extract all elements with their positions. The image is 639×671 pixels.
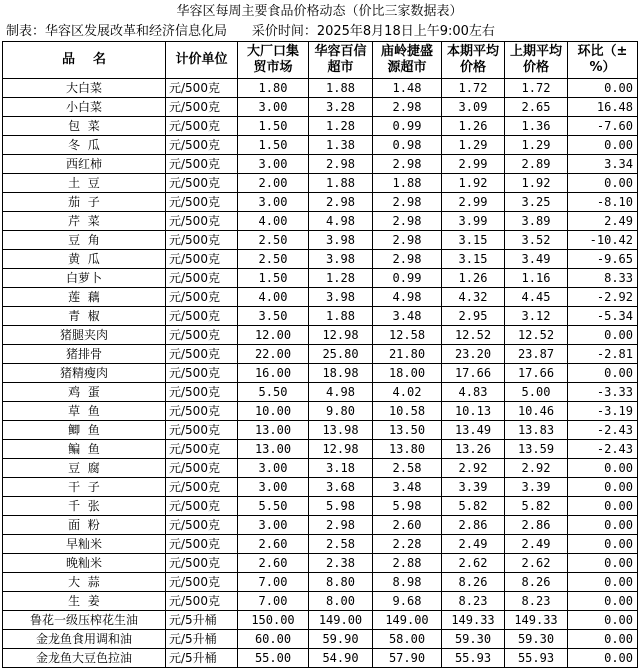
avg-this: 8.26 <box>442 573 505 592</box>
change-pct: 0.00 <box>568 459 638 478</box>
avg-last: 1.16 <box>505 269 568 288</box>
table-row <box>3 288 638 307</box>
avg-this: 12.52 <box>442 326 505 345</box>
avg-this: 1.26 <box>442 269 505 288</box>
price-market1: 3.00 <box>238 478 309 497</box>
price-market2: 9.80 <box>309 402 373 421</box>
avg-this: 4.32 <box>442 288 505 307</box>
price-market2: 12.98 <box>309 440 373 459</box>
table-row <box>3 98 638 117</box>
price-market2: 1.88 <box>309 174 373 193</box>
avg-this: 2.99 <box>442 193 505 212</box>
table-row <box>3 402 638 421</box>
table-row <box>3 155 638 174</box>
unit: 元/500克 <box>166 307 238 326</box>
price-market2: 3.98 <box>309 288 373 307</box>
unit: 元/500克 <box>166 573 238 592</box>
price-market3: 13.80 <box>373 440 442 459</box>
avg-last: 8.26 <box>505 573 568 592</box>
unit: 元/500克 <box>166 345 238 364</box>
price-market2: 13.98 <box>309 421 373 440</box>
price-market3: 3.48 <box>373 478 442 497</box>
change-pct: -8.10 <box>568 193 638 212</box>
price-market1: 2.60 <box>238 554 309 573</box>
avg-last: 2.89 <box>505 155 568 174</box>
avg-this: 2.62 <box>442 554 505 573</box>
price-market1: 3.00 <box>238 459 309 478</box>
item-name: 鳊 鱼 <box>3 440 166 459</box>
avg-last: 2.62 <box>505 554 568 573</box>
table-row <box>3 630 638 649</box>
price-market3: 2.58 <box>373 459 442 478</box>
change-pct: 0.00 <box>568 592 638 611</box>
price-market1: 2.50 <box>238 250 309 269</box>
header-market2: 华容百信超市 <box>309 42 373 79</box>
avg-last: 55.93 <box>505 649 568 668</box>
change-pct: 8.33 <box>568 269 638 288</box>
avg-last: 23.87 <box>505 345 568 364</box>
unit: 元/500克 <box>166 383 238 402</box>
avg-this: 13.49 <box>442 421 505 440</box>
unit: 元/500克 <box>166 174 238 193</box>
change-pct: -2.81 <box>568 345 638 364</box>
avg-this: 23.20 <box>442 345 505 364</box>
table-row <box>3 535 638 554</box>
item-name: 早籼米 <box>3 535 166 554</box>
avg-last: 3.89 <box>505 212 568 231</box>
price-market3: 2.60 <box>373 516 442 535</box>
price-market1: 1.50 <box>238 136 309 155</box>
change-pct: -10.42 <box>568 231 638 250</box>
unit: 元/500克 <box>166 592 238 611</box>
unit: 元/500克 <box>166 364 238 383</box>
item-name: 鲫 鱼 <box>3 421 166 440</box>
header-change: 环比（±%） <box>568 42 638 79</box>
table-row <box>3 364 638 383</box>
price-market3: 2.98 <box>373 98 442 117</box>
price-market1: 2.50 <box>238 231 309 250</box>
avg-last: 2.86 <box>505 516 568 535</box>
price-market1: 1.50 <box>238 269 309 288</box>
price-market3: 2.98 <box>373 231 442 250</box>
item-name: 生 姜 <box>3 592 166 611</box>
price-market1: 5.50 <box>238 497 309 516</box>
price-market1: 1.80 <box>238 79 309 98</box>
price-market3: 5.98 <box>373 497 442 516</box>
avg-last: 59.30 <box>505 630 568 649</box>
header-name: 品 名 <box>3 42 166 79</box>
change-pct: -2.92 <box>568 288 638 307</box>
item-name: 金龙鱼食用调和油 <box>3 630 166 649</box>
price-market1: 4.00 <box>238 212 309 231</box>
price-market1: 3.50 <box>238 307 309 326</box>
item-name: 猪腿夹肉 <box>3 326 166 345</box>
price-market3: 2.98 <box>373 212 442 231</box>
header-market1: 大厂口集贸市场 <box>238 42 309 79</box>
price-market1: 4.00 <box>238 288 309 307</box>
price-market3: 8.98 <box>373 573 442 592</box>
change-pct: 0.00 <box>568 497 638 516</box>
avg-this: 17.66 <box>442 364 505 383</box>
change-pct: -9.65 <box>568 250 638 269</box>
price-market2: 3.98 <box>309 231 373 250</box>
table-row <box>3 611 638 630</box>
avg-this: 1.29 <box>442 136 505 155</box>
table-row <box>3 421 638 440</box>
unit: 元/500克 <box>166 250 238 269</box>
price-market3: 0.98 <box>373 136 442 155</box>
price-market2: 8.80 <box>309 573 373 592</box>
change-pct: 0.00 <box>568 554 638 573</box>
unit: 元/500克 <box>166 193 238 212</box>
table-row <box>3 174 638 193</box>
price-market3: 57.90 <box>373 649 442 668</box>
table-row <box>3 497 638 516</box>
item-name: 金龙鱼大豆色拉油 <box>3 649 166 668</box>
table-row <box>3 326 638 345</box>
price-market3: 2.98 <box>373 193 442 212</box>
avg-this: 13.26 <box>442 440 505 459</box>
price-market1: 3.00 <box>238 516 309 535</box>
price-market3: 3.48 <box>373 307 442 326</box>
change-pct: 0.00 <box>568 326 638 345</box>
avg-this: 55.93 <box>442 649 505 668</box>
item-name: 西红柿 <box>3 155 166 174</box>
header-avg-last: 上期平均价格 <box>505 42 568 79</box>
price-market3: 1.48 <box>373 79 442 98</box>
avg-this: 149.33 <box>442 611 505 630</box>
price-market3: 58.00 <box>373 630 442 649</box>
price-market2: 4.98 <box>309 212 373 231</box>
avg-this: 2.99 <box>442 155 505 174</box>
change-pct: 0.00 <box>568 535 638 554</box>
avg-this: 3.15 <box>442 231 505 250</box>
avg-this: 59.30 <box>442 630 505 649</box>
change-pct: 0.00 <box>568 573 638 592</box>
item-name: 猪排骨 <box>3 345 166 364</box>
change-pct: -7.60 <box>568 117 638 136</box>
item-name: 黄 瓜 <box>3 250 166 269</box>
avg-this: 1.72 <box>442 79 505 98</box>
price-market1: 7.00 <box>238 573 309 592</box>
price-market2: 3.18 <box>309 459 373 478</box>
price-market2: 2.38 <box>309 554 373 573</box>
item-name: 芹 菜 <box>3 212 166 231</box>
unit: 元/500克 <box>166 535 238 554</box>
avg-this: 3.09 <box>442 98 505 117</box>
table-row <box>3 117 638 136</box>
price-market1: 10.00 <box>238 402 309 421</box>
item-name: 茄 子 <box>3 193 166 212</box>
item-name: 晚籼米 <box>3 554 166 573</box>
change-pct: 0.00 <box>568 364 638 383</box>
price-market3: 2.98 <box>373 155 442 174</box>
unit: 元/500克 <box>166 117 238 136</box>
price-market2: 3.68 <box>309 478 373 497</box>
avg-last: 3.25 <box>505 193 568 212</box>
avg-last: 3.39 <box>505 478 568 497</box>
change-pct: -2.43 <box>568 421 638 440</box>
change-pct: -5.34 <box>568 307 638 326</box>
price-market2: 1.28 <box>309 269 373 288</box>
table-row <box>3 440 638 459</box>
unit: 元/500克 <box>166 554 238 573</box>
price-market1: 3.00 <box>238 155 309 174</box>
change-pct: 0.00 <box>568 516 638 535</box>
item-name: 大白菜 <box>3 79 166 98</box>
avg-last: 4.45 <box>505 288 568 307</box>
price-market1: 5.50 <box>238 383 309 402</box>
header-unit: 计价单位 <box>166 42 238 79</box>
avg-last: 1.29 <box>505 136 568 155</box>
price-market1: 13.00 <box>238 440 309 459</box>
avg-last: 1.92 <box>505 174 568 193</box>
unit: 元/5升桶 <box>166 630 238 649</box>
avg-last: 1.36 <box>505 117 568 136</box>
price-market3: 2.88 <box>373 554 442 573</box>
price-market2: 25.80 <box>309 345 373 364</box>
price-market2: 2.98 <box>309 193 373 212</box>
unit: 元/500克 <box>166 497 238 516</box>
avg-last: 2.92 <box>505 459 568 478</box>
change-pct: 0.00 <box>568 478 638 497</box>
item-name: 草 鱼 <box>3 402 166 421</box>
change-pct: 2.49 <box>568 212 638 231</box>
price-market2: 1.88 <box>309 307 373 326</box>
item-name: 包 菜 <box>3 117 166 136</box>
price-market2: 8.00 <box>309 592 373 611</box>
avg-this: 3.15 <box>442 250 505 269</box>
price-market1: 7.00 <box>238 592 309 611</box>
price-market1: 3.00 <box>238 98 309 117</box>
table-row <box>3 573 638 592</box>
unit: 元/500克 <box>166 136 238 155</box>
avg-this: 4.83 <box>442 383 505 402</box>
change-pct: -3.33 <box>568 383 638 402</box>
item-name: 冬 瓜 <box>3 136 166 155</box>
item-name: 猪精瘦肉 <box>3 364 166 383</box>
unit: 元/500克 <box>166 79 238 98</box>
avg-last: 149.33 <box>505 611 568 630</box>
avg-this: 3.39 <box>442 478 505 497</box>
change-pct: 0.00 <box>568 136 638 155</box>
avg-this: 1.92 <box>442 174 505 193</box>
avg-this: 10.13 <box>442 402 505 421</box>
avg-last: 10.46 <box>505 402 568 421</box>
price-market3: 2.28 <box>373 535 442 554</box>
avg-this: 8.23 <box>442 592 505 611</box>
change-pct: 0.00 <box>568 611 638 630</box>
price-market1: 150.00 <box>238 611 309 630</box>
item-name: 小白菜 <box>3 98 166 117</box>
avg-last: 3.49 <box>505 250 568 269</box>
item-name: 大 蒜 <box>3 573 166 592</box>
unit: 元/500克 <box>166 231 238 250</box>
header-avg-this: 本期平均价格 <box>442 42 505 79</box>
price-market3: 4.02 <box>373 383 442 402</box>
table-row <box>3 592 638 611</box>
avg-last: 12.52 <box>505 326 568 345</box>
change-pct: 0.00 <box>568 630 638 649</box>
unit: 元/500克 <box>166 212 238 231</box>
avg-this: 1.26 <box>442 117 505 136</box>
price-market2: 2.98 <box>309 516 373 535</box>
unit: 元/500克 <box>166 459 238 478</box>
item-name: 青 椒 <box>3 307 166 326</box>
price-market3: 18.00 <box>373 364 442 383</box>
price-market2: 2.58 <box>309 535 373 554</box>
avg-last: 3.12 <box>505 307 568 326</box>
price-market1: 12.00 <box>238 326 309 345</box>
unit: 元/500克 <box>166 155 238 174</box>
item-name: 干 子 <box>3 478 166 497</box>
table-row <box>3 345 638 364</box>
avg-last: 5.82 <box>505 497 568 516</box>
table-row <box>3 269 638 288</box>
price-market3: 13.50 <box>373 421 442 440</box>
price-market1: 16.00 <box>238 364 309 383</box>
page-title: 华容区每周主要食品价格动态（价比三家数据表） <box>176 4 463 19</box>
avg-last: 5.00 <box>505 383 568 402</box>
price-market3: 21.80 <box>373 345 442 364</box>
change-pct: 0.00 <box>568 174 638 193</box>
unit: 元/500克 <box>166 98 238 117</box>
avg-last: 8.23 <box>505 592 568 611</box>
item-name: 鸡 蛋 <box>3 383 166 402</box>
avg-last: 1.72 <box>505 79 568 98</box>
price-market1: 1.50 <box>238 117 309 136</box>
item-name: 豆 腐 <box>3 459 166 478</box>
price-market3: 149.00 <box>373 611 442 630</box>
unit: 元/500克 <box>166 478 238 497</box>
price-market2: 4.98 <box>309 383 373 402</box>
avg-last: 2.65 <box>505 98 568 117</box>
unit: 元/500克 <box>166 440 238 459</box>
item-name: 鲁花一级压榨花生油 <box>3 611 166 630</box>
avg-last: 2.49 <box>505 535 568 554</box>
change-pct: 16.48 <box>568 98 638 117</box>
header-market3: 庙岭捷盛源超市 <box>373 42 442 79</box>
avg-this: 2.86 <box>442 516 505 535</box>
price-market1: 3.00 <box>238 193 309 212</box>
price-market1: 13.00 <box>238 421 309 440</box>
price-market2: 12.98 <box>309 326 373 345</box>
avg-last: 3.52 <box>505 231 568 250</box>
table-row <box>3 307 638 326</box>
avg-this: 2.92 <box>442 459 505 478</box>
change-pct: 3.34 <box>568 155 638 174</box>
unit: 元/500克 <box>166 421 238 440</box>
price-market2: 1.38 <box>309 136 373 155</box>
item-name: 莲 藕 <box>3 288 166 307</box>
table-row <box>3 516 638 535</box>
avg-this: 5.82 <box>442 497 505 516</box>
price-market3: 2.98 <box>373 250 442 269</box>
meta-line <box>6 22 636 42</box>
table-row <box>3 478 638 497</box>
price-market1: 60.00 <box>238 630 309 649</box>
price-market3: 1.88 <box>373 174 442 193</box>
collect-time: 采价时间：2025年8月18日上午9:00左右 <box>251 24 495 39</box>
price-market2: 3.28 <box>309 98 373 117</box>
table-row <box>3 250 638 269</box>
item-name: 白萝卜 <box>3 269 166 288</box>
price-market2: 54.90 <box>309 649 373 668</box>
table-row <box>3 212 638 231</box>
price-market3: 0.99 <box>373 117 442 136</box>
table-row <box>3 193 638 212</box>
avg-this: 2.49 <box>442 535 505 554</box>
price-market2: 1.28 <box>309 117 373 136</box>
compiler-label: 制表：华容区发展改革和经济信息化局 <box>6 24 228 39</box>
price-market2: 3.98 <box>309 250 373 269</box>
avg-last: 17.66 <box>505 364 568 383</box>
price-market3: 4.98 <box>373 288 442 307</box>
price-table <box>2 41 638 668</box>
header-row <box>3 42 638 79</box>
table-row <box>3 459 638 478</box>
unit: 元/500克 <box>166 402 238 421</box>
price-market2: 18.98 <box>309 364 373 383</box>
table-row <box>3 554 638 573</box>
avg-last: 13.83 <box>505 421 568 440</box>
unit: 元/5升桶 <box>166 649 238 668</box>
price-market2: 59.90 <box>309 630 373 649</box>
table-row <box>3 649 638 668</box>
table-row <box>3 136 638 155</box>
price-market1: 2.00 <box>238 174 309 193</box>
price-market2: 1.88 <box>309 79 373 98</box>
price-market2: 2.98 <box>309 155 373 174</box>
change-pct: -2.43 <box>568 440 638 459</box>
price-market3: 10.58 <box>373 402 442 421</box>
unit: 元/500克 <box>166 326 238 345</box>
price-market1: 22.00 <box>238 345 309 364</box>
unit: 元/500克 <box>166 269 238 288</box>
change-pct: 0.00 <box>568 649 638 668</box>
price-market1: 55.00 <box>238 649 309 668</box>
unit: 元/5升桶 <box>166 611 238 630</box>
change-pct: 0.00 <box>568 79 638 98</box>
price-market1: 2.60 <box>238 535 309 554</box>
item-name: 千 张 <box>3 497 166 516</box>
avg-last: 13.59 <box>505 440 568 459</box>
unit: 元/500克 <box>166 516 238 535</box>
table-row <box>3 383 638 402</box>
price-market3: 0.99 <box>373 269 442 288</box>
price-market3: 12.58 <box>373 326 442 345</box>
price-market3: 9.68 <box>373 592 442 611</box>
price-market2: 5.98 <box>309 497 373 516</box>
avg-this: 3.99 <box>442 212 505 231</box>
avg-this: 2.95 <box>442 307 505 326</box>
item-name: 面 粉 <box>3 516 166 535</box>
table-row <box>3 231 638 250</box>
item-name: 土 豆 <box>3 174 166 193</box>
change-pct: -3.19 <box>568 402 638 421</box>
item-name: 豆 角 <box>3 231 166 250</box>
unit: 元/500克 <box>166 288 238 307</box>
table-row <box>3 79 638 98</box>
price-market2: 149.00 <box>309 611 373 630</box>
